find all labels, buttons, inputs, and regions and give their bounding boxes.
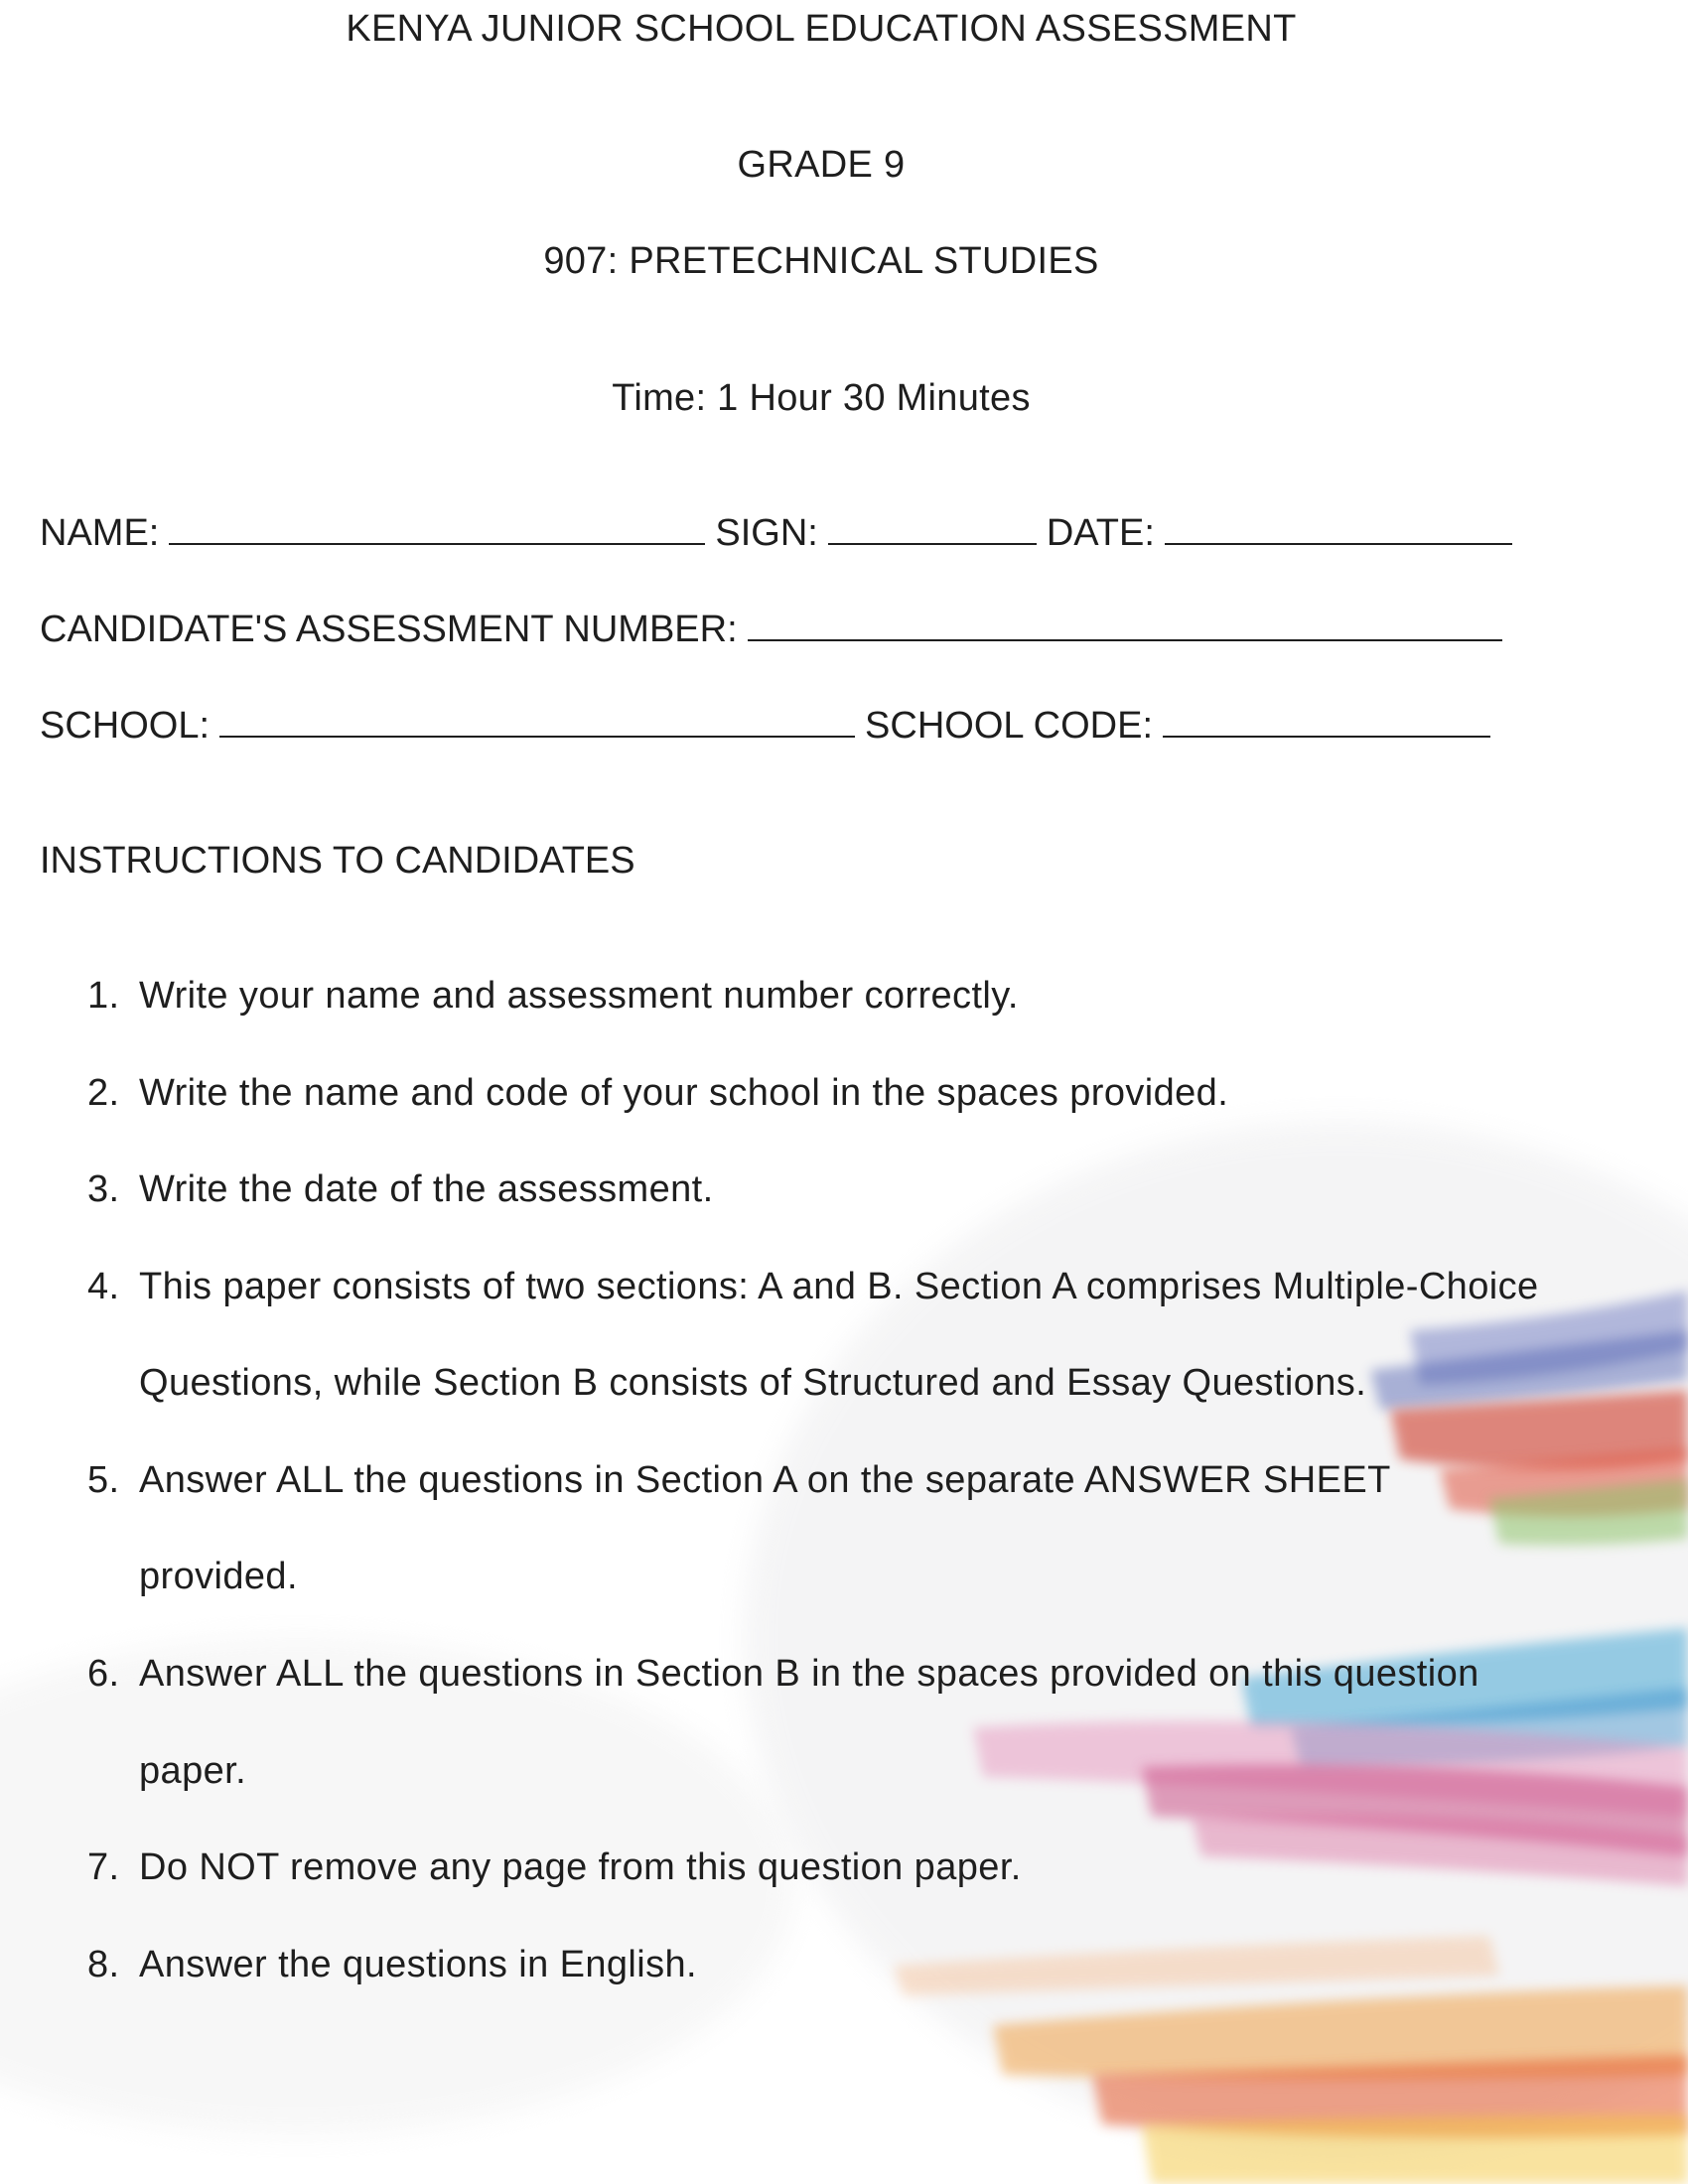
- instruction-item: 7. Do NOT remove any page from this question paper.: [87, 1846, 1022, 1888]
- instruction-item: 5. Answer ALL the questions in Section A on the separate ANSWER SHEET: [87, 1459, 1391, 1501]
- instruction-item-continued: provided.: [139, 1556, 298, 1597]
- assessment-number-row: [40, 609, 1512, 651]
- sign-label: SIGN:: [715, 512, 818, 554]
- instruction-item: 6. Answer ALL the questions in Section B in the spaces provided on this question: [87, 1653, 1479, 1695]
- name-field[interactable]: [169, 513, 705, 545]
- sign-field[interactable]: [828, 513, 1037, 545]
- instruction-item-continued: Questions, while Section B consists of Structured and Essay Questions.: [139, 1362, 1367, 1404]
- assessment-number-field[interactable]: [748, 610, 1502, 641]
- candidate-info-row: [40, 512, 1522, 555]
- instruction-item-continued: paper.: [139, 1750, 247, 1792]
- instruction-item: 8. Answer the questions in English.: [87, 1944, 697, 1985]
- school-code-label: SCHOOL CODE:: [865, 705, 1154, 747]
- subject-label: 907: PRETECHNICAL STUDIES: [543, 240, 1099, 282]
- exam-title: KENYA JUNIOR SCHOOL EDUCATION ASSESSMENT: [346, 8, 1297, 50]
- grade-label: GRADE 9: [737, 144, 906, 186]
- name-label: NAME:: [40, 512, 160, 554]
- school-row: [40, 705, 1500, 748]
- instruction-item: 2. Write the name and code of your school in the spaces provided.: [87, 1072, 1229, 1114]
- instruction-item: 1. Write your name and assessment number correctly.: [87, 975, 1019, 1017]
- assessment-number-label: CANDIDATE'S ASSESSMENT NUMBER:: [40, 609, 738, 650]
- school-field[interactable]: [219, 706, 855, 738]
- time-label: Time: 1 Hour 30 Minutes: [612, 377, 1031, 419]
- instruction-item: 3. Write the date of the assessment.: [87, 1168, 714, 1210]
- date-label: DATE:: [1046, 512, 1155, 554]
- instruction-item: 4. This paper consists of two sections: A and B. Section A comprises Multiple-Choice: [87, 1266, 1539, 1307]
- school-code-field[interactable]: [1163, 706, 1490, 738]
- school-label: SCHOOL:: [40, 705, 211, 747]
- date-field[interactable]: [1165, 513, 1512, 545]
- instructions-heading: INSTRUCTIONS TO CANDIDATES: [40, 840, 635, 882]
